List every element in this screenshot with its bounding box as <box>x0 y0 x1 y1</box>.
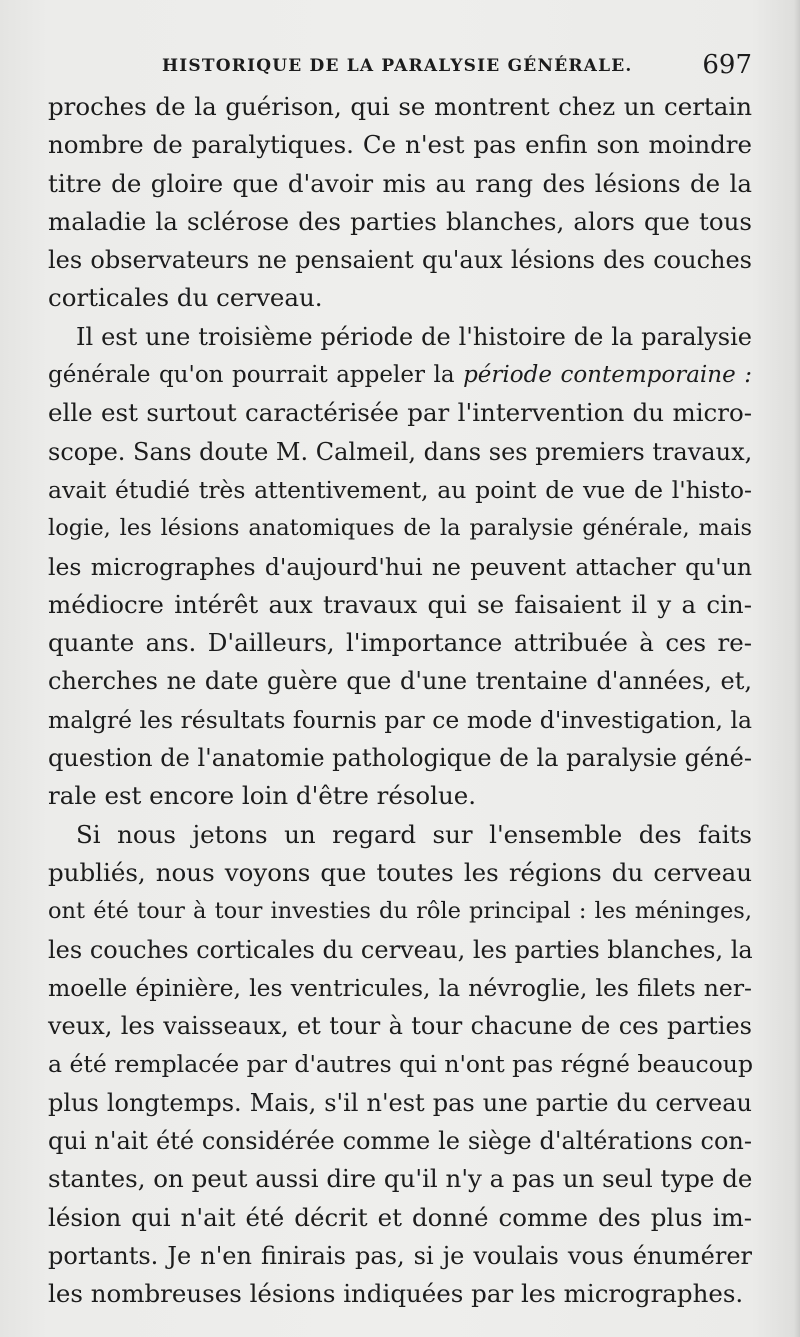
text-line: corticales du cerveau. <box>48 283 323 313</box>
text-line: titre de gloire que d'avoir mis au rang des lésions de la <box>48 168 752 198</box>
running-title: HISTORIQUE DE LA PARALYSIE GÉNÉRALE. <box>162 56 633 76</box>
text-line: ont été tour à tour investies du rôle principal : les méninges, <box>48 898 752 925</box>
paragraph-3 <box>48 816 752 1314</box>
text-line: cherches ne date guère que d'une trentaine d'années, et, <box>48 667 752 696</box>
text-line: les couches corticales du cerveau, les parties blanches, la <box>48 935 753 964</box>
text-line: scope. Sans doute M. Calmeil, dans ses premiers travaux, <box>48 437 753 466</box>
text-line: stantes, on peut aussi dire qu'il n'y a pas un seul type de <box>48 1164 753 1194</box>
text-line: publiés, nous voyons que toutes les régions du cerveau <box>48 857 752 887</box>
text-line: question de l'anatomie pathologique de la paralysie géné- <box>48 744 752 773</box>
text-line: logie, les lésions anatomiques de la paralysie générale, mais <box>48 515 752 542</box>
italic-phrase: période contemporaine : <box>463 362 752 389</box>
text-line: nombre de paralytiques. Ce n'est pas enfin son moindre <box>48 130 752 160</box>
page-edge-shadow <box>794 0 800 1337</box>
text-line: maladie la sclérose des parties blanches, alors que tous <box>48 206 752 236</box>
text-line: Il est une troisième période de l'histoire de la paralysie <box>76 322 752 351</box>
text-line: veux, les vaisseaux, et tour à tour chacune de ces parties <box>48 1012 752 1041</box>
text-line: plus longtemps. Mais, s'il n'est pas une partie du cerveau <box>48 1088 752 1117</box>
text-line: les observateurs ne pensaient qu'aux lésions des couches <box>48 246 752 275</box>
body-text <box>48 88 752 1314</box>
text-line: quante ans. D'ailleurs, l'importance attribuée à ces re- <box>48 628 752 658</box>
text-line: moelle épinière, les ventricules, la névroglie, les filets ner- <box>48 973 752 1002</box>
text-line: rale est encore loin d'être résolue. <box>48 781 477 811</box>
text-line: qui n'ait été considérée comme le siège d'altérations con- <box>48 1127 752 1156</box>
paragraph-2 <box>48 318 752 816</box>
page-header <box>48 50 752 90</box>
text-line: lésion qui n'ait été décrit et donné comme des plus im- <box>48 1202 752 1232</box>
text-line-with-italic <box>48 356 752 394</box>
text-line: a été remplacée par d'autres qui n'ont pas régné beaucoup <box>48 1050 753 1079</box>
text-line: les micrographes d'aujourd'hui ne peuvent attacher qu'un <box>48 552 752 581</box>
page-number: 697 <box>702 50 752 80</box>
text-line: proches de la guérison, qui se montrent chez un certain <box>48 92 752 121</box>
text-line: avait étudié très attentivement, au point de vue de l'histo- <box>48 475 752 504</box>
text-line-start: générale qu'on pourrait appeler la <box>48 362 464 389</box>
text-line: médiocre intérêt aux travaux qui se faisaient il y a cin- <box>48 589 752 619</box>
text-line: les nombreuses lésions indiquées par les micrographes. <box>48 1279 744 1309</box>
text-line: portants. Je n'en finirais pas, si je voulais vous énumérer <box>48 1241 752 1270</box>
text-line: malgré les résultats fournis par ce mode d'investigation, la <box>48 705 752 734</box>
text-line: Si nous jetons un regard sur l'ensemble des faits <box>76 819 752 849</box>
paragraph-1 <box>48 88 752 318</box>
text-line: elle est surtout caractérisée par l'intervention du micro- <box>48 398 752 428</box>
